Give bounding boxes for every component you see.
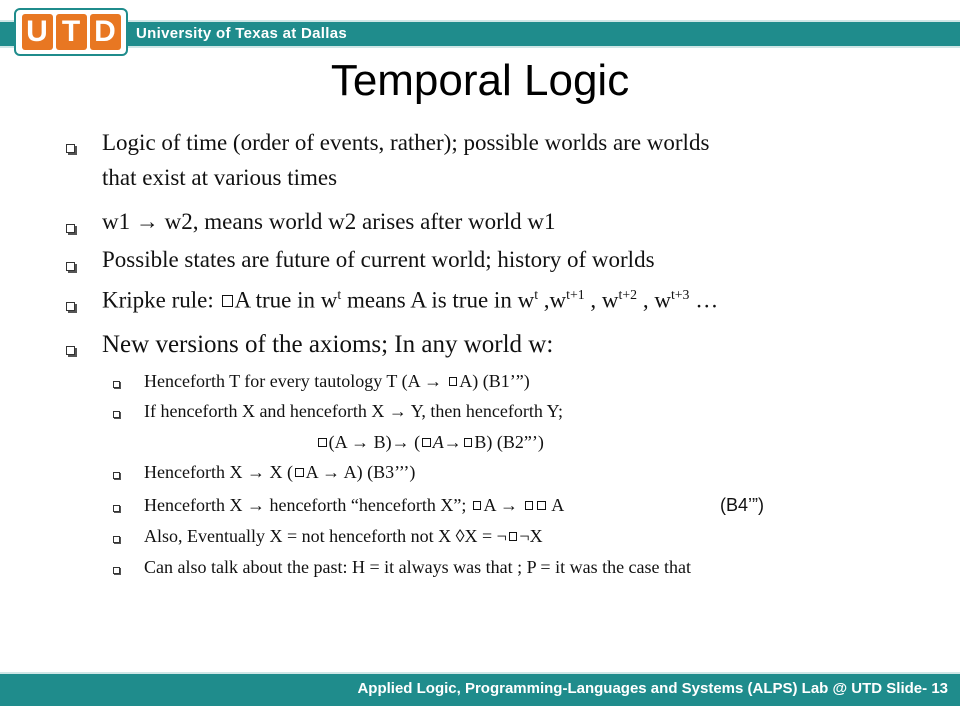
sub-bullet-marker [113, 472, 120, 479]
bullet-marker [66, 302, 75, 311]
axiom-b4-label: (B4’”) [720, 495, 764, 515]
bullet-marker [66, 224, 75, 233]
box-operator-icon [473, 501, 482, 510]
bullet-kripke-rule: Kripke rule: A true in $w^t$ means A is true in $w^t$ $,w^{t+1}$ , $w^{t+2}$ , $w^{t+3}$ … [102, 287, 719, 313]
bullet-marker [66, 346, 75, 355]
box-operator-icon [318, 438, 327, 447]
box-operator-icon [449, 377, 458, 386]
logo-letter-u: U [22, 14, 53, 50]
logo-letter-d: D [90, 14, 121, 50]
box-operator-icon [295, 468, 304, 477]
sub-bullet-marker [113, 505, 120, 512]
bullet-new-axioms: New versions of the axioms; In any world w: [102, 331, 554, 358]
sub-bullet-marker [113, 536, 120, 543]
bullet-marker [66, 144, 75, 153]
bullet-logic-of-time-line1: Logic of time (order of events, rather); possible worlds are worlds [102, 130, 710, 155]
axiom-b4: Henceforth X → henceforth “henceforth X”; A → A [144, 495, 565, 515]
box-operator-icon [509, 532, 518, 541]
footer-text: Applied Logic, Programming-Languages and Systems (ALPS) Lab @ UTD Slide- 13 [357, 680, 948, 697]
slide-title: Temporal Logic [330, 56, 630, 105]
bullet-w1-w2: w1 → w2, means world w2 arises after world w1 [102, 209, 556, 234]
box-operator-icon [537, 501, 546, 510]
box-operator-icon [464, 438, 473, 447]
box-operator-icon [422, 438, 431, 447]
axiom-b2-formula: (A → B)→ ( A→ B) (B2”’) [316, 432, 544, 453]
axiom-b1: Henceforth T for every tautology T (A → A) (B1’”) [144, 371, 530, 391]
sub-bullet-marker [113, 411, 120, 418]
bullet-marker [66, 262, 75, 271]
axiom-b3: Henceforth X → X ( A → A) (B3’’’) [144, 462, 416, 482]
university-name: University of Texas at Dallas [136, 25, 348, 42]
axiom-b2-text: If henceforth X and henceforth X → Y, then henceforth Y; [144, 401, 564, 421]
bullet-logic-of-time-line2: that exist at various times [102, 165, 338, 190]
sub-bullet-marker [113, 381, 120, 388]
eventually-definition: Also, Eventually X = not henceforth not X ◊X = ¬ ¬X [144, 526, 543, 546]
utd-logo [14, 8, 128, 56]
sub-bullet-marker [113, 567, 120, 574]
box-operator-icon [525, 501, 534, 510]
past-operators: Can also talk about the past: H = it always was that ; P = it was the case that [144, 557, 692, 577]
logo-letter-t: T [56, 14, 87, 50]
bullet-possible-states: Possible states are future of current world; history of worlds [102, 247, 655, 272]
box-operator-icon [222, 295, 233, 306]
